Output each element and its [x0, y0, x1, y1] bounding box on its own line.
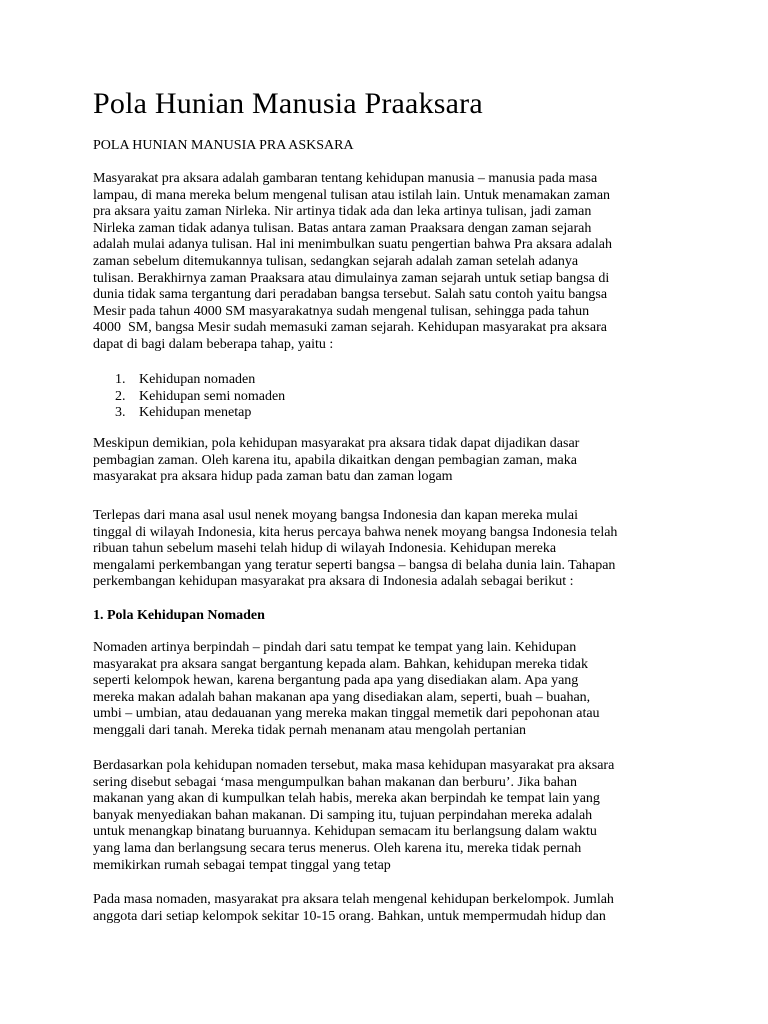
page-title: Pola Hunian Manusia Praaksara [93, 87, 483, 120]
paragraph-nomaden-pattern: Berdasarkan pola kehidupan nomaden tersebut, maka masa kehidupan masyarakat pra aksara sering disebut sebagai ‘masa mengumpulkan bahan makanan dan berburu’. Jika bahan makanan yang akan di kumpulkan telah habis, mereka akan berpindah ke tempat lain yang banyak menyediakan bahan makanan. Di samping itu, tujuan perpindahan mereka adalah untuk menangkap binatang buruannya. Kehidupan semacam itu berlangsung dalam waktu yang lama dan berlangsung secara terus menerus. Oleh karena itu, mereka tidak pernah memikirkan rumah sebagai tempat tinggal yang tetap [93, 758, 615, 873]
list-item [93, 372, 285, 389]
list-item [93, 389, 285, 406]
list-item [93, 405, 285, 422]
stages-list [93, 372, 285, 422]
paragraph-nomaden-groups: Pada masa nomaden, masyarakat pra aksara telah mengenal kehidupan berkelompok. Jumlah anggota dari setiap kelompok sekitar 10-15 orang. Bahkan, untuk mempermudah hidup dan [93, 892, 614, 924]
paragraph-origins: Terlepas dari mana asal usul nenek moyang bangsa Indonesia dan kapan mereka mulai tinggal di wilayah Indonesia, kita herus percaya bahwa nenek moyang bangsa Indonesia telah ribuan tahun sebelum masehi telah hidup di wilayah Indonesia. Kehidupan mereka mengalami perkembangan yang teratur seperti bangsa – bangsa di belaha dunia lain. Tahapan perkembangan kehidupan masyarakat pra aksara di Indonesia adalah sebagai berikut : [93, 508, 618, 590]
list-item-label: Kehidupan menetap [139, 405, 252, 421]
list-item-number: 3. [115, 405, 126, 421]
list-item-label: Kehidupan semi nomaden [139, 388, 286, 404]
section-heading: 1. Pola Kehidupan Nomaden [93, 608, 265, 623]
list-item-number: 2. [115, 388, 126, 404]
list-item-label: Kehidupan nomaden [139, 372, 256, 387]
paragraph-intro: Masyarakat pra aksara adalah gambaran tentang kehidupan manusia – manusia pada masa lampau, di mana mereka belum mengenal tulisan atau istilah lain. Untuk menamakan zaman pra aksara yaitu zaman Nirleka. Nir artinya tidak ada dan leka artinya tulisan, jadi zaman Nirleka zaman tidak adanya tulisan. Batas antara zaman Praaksara dengan zaman sejarah adalah mulai adanya tulisan. Hal ini menimbulkan suatu pengertian bahwa Pra aksara adalah zaman sebelum ditemukannya tulisan, sedangkan sejarah adalah zaman setelah adanya tulisan. Berakhirnya zaman Praaksara atau dimulainya zaman sejarah untuk setiap bangsa di dunia tidak sama tergantung dari peradaban bangsa tersebut. Salah satu contoh yaitu bangsa Mesir pada tahun 4000 SM masyarakatnya sudah mengenal tulisan, sehingga pada tahun 4000 SM, bangsa Mesir sudah memasuki zaman sejarah. Kehidupan masyarakat pra aksara dapat di bagi dalam beberapa tahap, yaitu : [93, 171, 612, 352]
document-subtitle: POLA HUNIAN MANUSIA PRA ASKSARA [93, 138, 354, 153]
list-item-number: 1. [115, 372, 126, 387]
paragraph-nomaden-definition: Nomaden artinya berpindah – pindah dari satu tempat ke tempat yang lain. Kehidupan masyarakat pra aksara sangat bergantung kepada alam. Bahkan, kehidupan mereka tidak seperti kelompok hewan, karena bergantung pada apa yang disediakan alam. Apa yang mereka makan adalah bahan makanan apa yang disediakan alam, seperti, buah – buahan, umbi – umbian, atau dedauanan yang mereka makan tinggal memetik dari pepohonan atau menggali dari tanah. Mereka tidak pernah menanam atau mengolah pertanian [93, 640, 600, 738]
paragraph-era: Meskipun demikian, pola kehidupan masyarakat pra aksara tidak dapat dijadikan dasar pembagian zaman. Oleh karena itu, apabila dikaitkan dengan pembagian zaman, maka masyarakat pra aksara hidup pada zaman batu dan zaman logam [93, 436, 580, 485]
